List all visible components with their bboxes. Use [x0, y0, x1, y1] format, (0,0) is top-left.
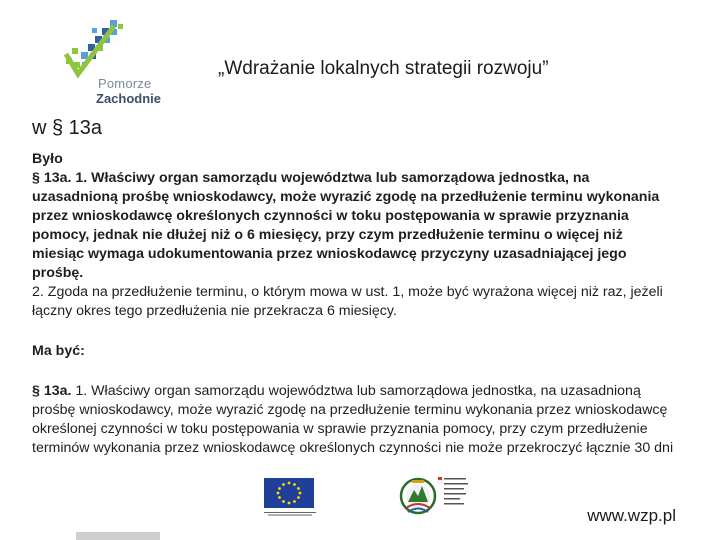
bottom-divider-bar: [76, 532, 160, 540]
website-link[interactable]: www.wzp.pl: [587, 506, 676, 525]
ma-byc-heading: Ma być:: [32, 343, 85, 359]
ma-byc-paragraph-prefix: § 13a.: [32, 383, 72, 399]
bylo-paragraph-2: 2. Zgoda na przedłużenie terminu, o którym mowa w ust. 1, może być wyrażona więcej niż raz, jeżeli łączny okres tego przedłużenia nie przekracza 6 miesięcy.: [32, 284, 663, 319]
section-label: w § 13a: [32, 117, 103, 139]
page-title: „Wdrażanie lokalnych strategii rozwoju”: [218, 58, 549, 79]
ma-byc-paragraph-1: [32, 382, 678, 458]
bylo-paragraph-1: § 13a. 1. Właściwy organ samorządu województwa lub samorządowa jednostka, na uzasadnioną prośbę wnioskodawcy, może wyrazić zgodę na przedłużenie terminu wykonania przez wnioskodawcę określonych czynności w toku postępowania w sprawie przyznania pomocy, jednak nie dłużej niż o 6 miesięcy, przy czym przedłużenie terminu o więcej niż miesiąc wymaga udokumentowania przez wnioskodawcę przyczyny uzasadniającej jego prośbę.: [32, 170, 660, 281]
pomorze-logo-mark-icon: [58, 18, 178, 80]
ma-byc-paragraph-text: 1. Właściwy organ samorządu województwa lub samorządowa jednostka, na uzasadnioną prośbę wnioskodawcy, może wyrazić zgodę na przedłużenie terminu wykonania przez wnioskodawcę określonej czynności w toku postępowania w sprawie przyznania pomocy, przy czym przedłużenie terminów wykonania przez wnioskodawcę określonych czynności nie może przekroczyć łącznie 30 dni: [32, 383, 674, 456]
prow-logo-icon: [398, 472, 484, 524]
bylo-heading: Było: [32, 151, 63, 167]
logo-text-pomorze: Pomorze: [98, 76, 152, 91]
pomorze-zachodnie-logo: [58, 18, 178, 110]
content-body: [32, 150, 678, 458]
logo-text-zachodnie: Zachodnie: [96, 91, 162, 106]
eu-flag-caption: [262, 511, 318, 519]
